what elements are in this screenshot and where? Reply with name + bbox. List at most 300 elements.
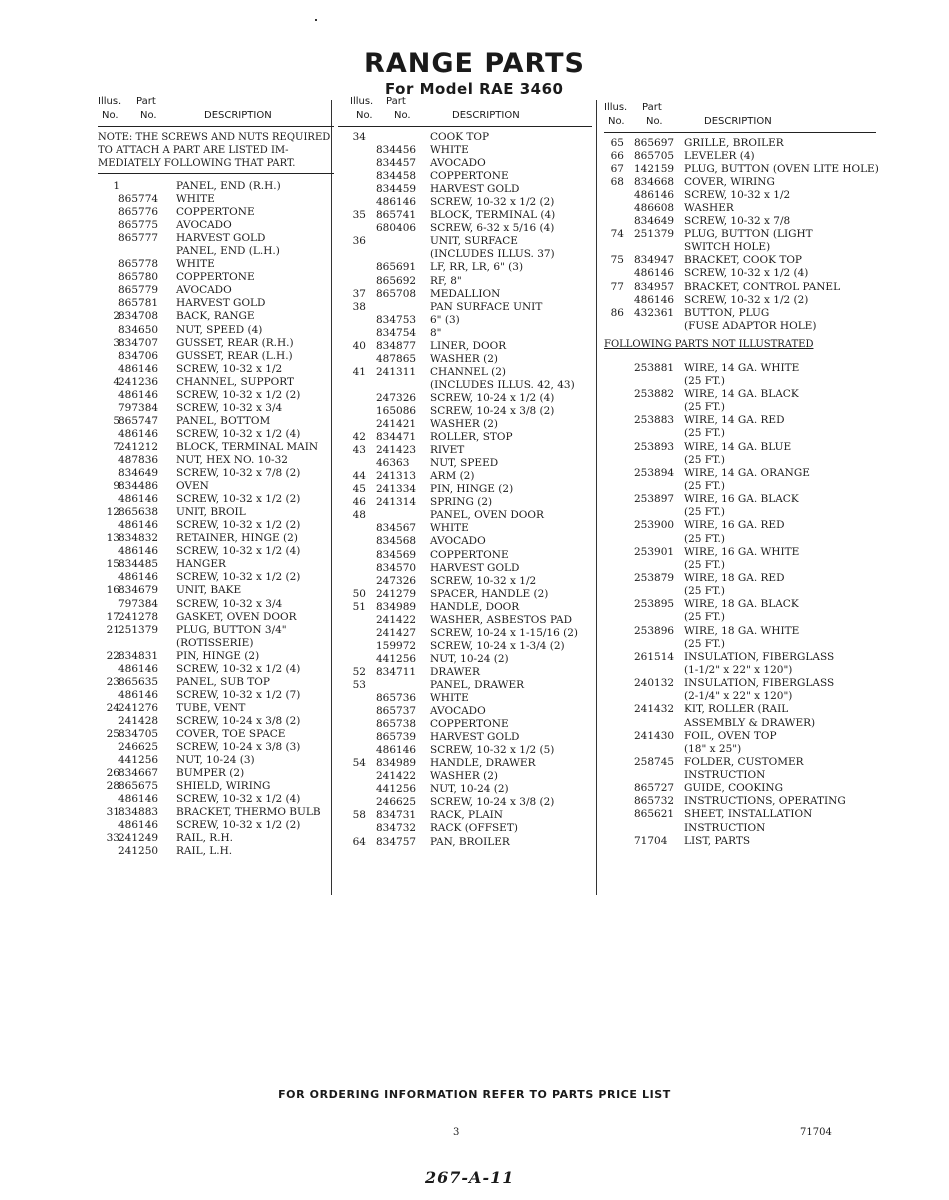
- part-row: [338, 770, 592, 783]
- description: GUSSET, REAR (R.H.): [176, 336, 294, 349]
- part-no: 486146: [376, 744, 417, 757]
- part-row: [98, 402, 334, 415]
- part-no: 247326: [376, 391, 417, 404]
- part-row: [338, 470, 592, 483]
- part-no: 865675: [118, 780, 159, 793]
- part-no: 241422: [376, 770, 417, 783]
- part-no: 253883: [634, 414, 675, 427]
- description: NUT, SPEED: [430, 457, 499, 470]
- part-row: [338, 653, 592, 666]
- part-row: [98, 611, 334, 624]
- description: PAN, BROILER: [430, 835, 510, 848]
- illus-no: 68: [610, 176, 624, 189]
- illus-no: 38: [352, 300, 366, 313]
- part-no: 251379: [118, 623, 159, 636]
- illus-no: 24: [106, 701, 120, 714]
- part-row: [98, 532, 334, 545]
- part-row: [98, 232, 334, 245]
- no-header: No.: [356, 110, 373, 121]
- part-no: 834649: [118, 467, 159, 480]
- illus-no: 65: [610, 137, 624, 149]
- part-row: [604, 137, 876, 150]
- description: SCREW, 10-24 x 3/8 (2): [430, 796, 555, 809]
- part-row: [98, 193, 334, 206]
- part-no: 486146: [376, 196, 417, 209]
- part-row: [338, 705, 592, 718]
- description: HARVEST GOLD: [430, 561, 520, 574]
- description: (1-1/2" x 22" x 120"): [684, 663, 793, 676]
- part-row: [604, 808, 876, 821]
- part-row: [338, 509, 592, 522]
- part-row: [604, 294, 876, 307]
- part-no: 834832: [118, 532, 159, 545]
- part-no: 241428: [118, 714, 159, 727]
- part-row: [604, 267, 876, 280]
- description: SCREW, 10-24 x 3/8 (2): [430, 404, 555, 417]
- description: WIRE, 14 GA. ORANGE: [684, 466, 810, 479]
- description: BRACKET, CONTROL PANEL: [684, 280, 841, 293]
- part-row: [98, 467, 334, 480]
- column-header-row-1: [98, 96, 334, 110]
- description: PLUG, BUTTON (OVEN LITE HOLE): [684, 163, 879, 176]
- description: PANEL, SUB TOP: [176, 675, 270, 688]
- description: BACK, RANGE: [176, 310, 255, 323]
- part-row: [98, 767, 334, 780]
- part-no-header: No.: [394, 110, 411, 121]
- part-no: 486146: [118, 662, 159, 675]
- part-no: 241313: [376, 470, 417, 483]
- part-row: [98, 206, 334, 219]
- part-row: [338, 549, 592, 562]
- part-row: [338, 379, 592, 392]
- part-no: 865778: [118, 258, 159, 271]
- part-no: 865635: [118, 675, 159, 688]
- description: COPPERTONE: [176, 206, 255, 219]
- description: (25 FT.): [684, 637, 725, 650]
- part-row: [338, 301, 592, 314]
- part-row: [338, 522, 592, 535]
- description: SCREW, 10-24 x 3/8 (2): [176, 714, 301, 727]
- part-row: [604, 150, 876, 163]
- description: BRACKET, THERMO BULB: [176, 806, 321, 819]
- part-row: [338, 666, 592, 679]
- part-row: [98, 571, 334, 584]
- part-row: [98, 310, 334, 323]
- description: PANEL, END (R.H.): [176, 180, 281, 192]
- part-no: 486146: [118, 571, 159, 584]
- part-row: [604, 480, 876, 493]
- description: WHITE: [176, 258, 215, 271]
- description-header: DESCRIPTION: [704, 116, 772, 127]
- parts-list: [98, 180, 334, 858]
- part-header: Part: [642, 102, 662, 113]
- description: WHITE: [430, 522, 469, 535]
- description: GUIDE, COOKING: [684, 782, 783, 795]
- description: WIRE, 16 GA. BLACK: [684, 493, 799, 506]
- part-row: [604, 241, 876, 254]
- description: (FUSE ADAPTOR HOLE): [684, 319, 817, 332]
- description: GASKET, OVEN DOOR: [176, 610, 297, 623]
- description: CHANNEL (2): [430, 365, 506, 378]
- part-no: 865747: [118, 414, 159, 427]
- part-no: 865638: [118, 506, 159, 519]
- part-row: [98, 363, 334, 376]
- part-row: [98, 819, 334, 832]
- part-no: 834649: [634, 215, 675, 228]
- part-row: [98, 845, 334, 858]
- part-no: 487865: [376, 352, 417, 365]
- description: (25 FT.): [684, 453, 725, 466]
- part-row: [338, 248, 592, 261]
- part-no: 241250: [118, 845, 159, 858]
- description: NUT, 10-24 (2): [430, 783, 509, 796]
- part-no: 486608: [634, 202, 675, 215]
- description: UNIT, BROIL: [176, 506, 246, 519]
- part-row: [604, 677, 876, 690]
- illus-no: 44: [352, 470, 366, 483]
- part-no: 865777: [118, 232, 159, 245]
- part-row: [338, 601, 592, 614]
- part-no: 865775: [118, 219, 159, 232]
- part-row: [604, 414, 876, 427]
- description: PLUG, BUTTON 3/4": [176, 623, 287, 636]
- part-no-header: No.: [646, 116, 663, 127]
- part-no: 240132: [634, 677, 675, 690]
- part-row: [338, 209, 592, 222]
- description: SCREW, 10-32 x 1/2: [430, 574, 537, 587]
- part-row: [98, 702, 334, 715]
- description: WIRE, 16 GA. RED: [684, 519, 785, 532]
- part-no: 241423: [376, 444, 417, 457]
- part-row: [604, 835, 876, 848]
- part-row: [338, 392, 592, 405]
- header-rule: [98, 126, 334, 127]
- part-no: 241427: [376, 626, 417, 639]
- part-no: 253897: [634, 493, 675, 506]
- part-row: [338, 327, 592, 340]
- description: SHIELD, WIRING: [176, 780, 271, 793]
- description: WIRE, 16 GA. WHITE: [684, 545, 800, 558]
- part-no: 253895: [634, 598, 675, 611]
- part-row: [98, 389, 334, 402]
- illus-no: 1: [113, 180, 120, 192]
- part-row: [604, 822, 876, 835]
- description: (25 FT.): [684, 506, 725, 519]
- description: SCREW, 10-32 x 1/2: [176, 362, 283, 375]
- part-row: [338, 444, 592, 457]
- part-no: 486146: [118, 427, 159, 440]
- description: PANEL, OVEN DOOR: [430, 509, 544, 522]
- description: SCREW, 10-32 x 1/2 (7): [176, 688, 301, 701]
- part-no: 46363: [376, 457, 410, 470]
- header-rule: [604, 132, 876, 133]
- description: SCREW, 10-32 x 1/2 (4): [684, 267, 809, 280]
- part-no: 251379: [634, 228, 675, 241]
- description: SCREW, 10-32 x 1/2 (4): [176, 793, 301, 806]
- illus-no: 48: [352, 509, 366, 522]
- illus-no: 5: [113, 414, 120, 427]
- description: INSTRUCTION: [684, 821, 766, 834]
- description: MEDALLION: [430, 287, 501, 300]
- part-row: [98, 441, 334, 454]
- part-row: [338, 340, 592, 353]
- part-row: [604, 651, 876, 664]
- description: SCREW, 10-24 x 1-15/16 (2): [430, 626, 578, 639]
- part-no: 834568: [376, 535, 417, 548]
- part-no: 834831: [118, 649, 159, 662]
- description: AVOCADO: [176, 219, 232, 232]
- description: PANEL, BOTTOM: [176, 414, 271, 427]
- part-row: [604, 228, 876, 241]
- part-row: [338, 288, 592, 301]
- description: COVER, WIRING: [684, 176, 775, 189]
- part-no: 834471: [376, 431, 417, 444]
- description: DRAWER: [430, 665, 480, 678]
- part-header: Part: [136, 96, 156, 107]
- part-row: [338, 353, 592, 366]
- part-row: [338, 822, 592, 835]
- description: (25 FT.): [684, 532, 725, 545]
- part-no: 834458: [376, 170, 417, 183]
- part-no: 834667: [118, 767, 159, 780]
- no-header: No.: [102, 110, 119, 121]
- description: ASSEMBLY & DRAWER): [684, 716, 816, 729]
- part-no: 241236: [118, 375, 159, 388]
- part-row: [604, 546, 876, 559]
- part-no: 486146: [118, 819, 159, 832]
- description: SCREW, 10-32 x 1/2 (4): [176, 545, 301, 558]
- illus-no: 58: [352, 809, 366, 822]
- part-no: 865692: [376, 274, 417, 287]
- illus-header: Illus.: [350, 96, 374, 107]
- part-row: [338, 131, 592, 144]
- description: SCREW, 10-32 x 1/2 (2): [176, 571, 301, 584]
- part-row: [604, 690, 876, 703]
- description: 6" (3): [430, 313, 460, 326]
- part-no: 834947: [634, 254, 675, 267]
- description: COPPERTONE: [430, 548, 509, 561]
- description-header: DESCRIPTION: [204, 110, 272, 121]
- part-row: [338, 405, 592, 418]
- illus-no: 86: [610, 306, 624, 319]
- part-no: 71704: [634, 834, 668, 847]
- part-no: 241311: [376, 365, 417, 378]
- description: HARVEST GOLD: [430, 183, 520, 196]
- illus-no: 25: [106, 727, 120, 740]
- description: WASHER, ASBESTOS PAD: [430, 613, 573, 626]
- description: AVOCADO: [430, 157, 486, 170]
- part-row: [338, 692, 592, 705]
- part-no: 253900: [634, 519, 675, 532]
- part-no: 865781: [118, 297, 159, 310]
- illus-no: 67: [610, 163, 624, 176]
- description: (INCLUDES ILLUS. 42, 43): [430, 378, 575, 391]
- description: WIRE, 14 GA. BLACK: [684, 387, 799, 400]
- part-row: [338, 457, 592, 470]
- description: WASHER: [684, 202, 734, 215]
- description: SCREW, 10-32 x 7/8 (2): [176, 467, 301, 480]
- not-illustrated-list: [604, 362, 876, 848]
- part-row: [98, 637, 334, 650]
- description: SCREW, 10-32 x 1/2: [684, 189, 791, 202]
- part-row: [338, 535, 592, 548]
- part-no: 834711: [376, 665, 417, 678]
- part-row: [98, 180, 334, 193]
- description: KIT, ROLLER (RAIL: [684, 703, 789, 716]
- illus-no: 37: [352, 287, 366, 300]
- description: WASHER (2): [430, 770, 498, 783]
- part-no: 241334: [376, 483, 417, 496]
- description: INSTRUCTION: [684, 769, 766, 782]
- part-row: [604, 427, 876, 440]
- illus-no: 46: [352, 496, 366, 509]
- description: LINER, DOOR: [430, 339, 507, 352]
- description: HANGER: [176, 558, 226, 571]
- not-illustrated-header: FOLLOWING PARTS NOT ILLUSTRATED: [604, 338, 814, 350]
- description: (25 FT.): [684, 479, 725, 492]
- illus-no: 45: [352, 483, 366, 496]
- description: RETAINER, HINGE (2): [176, 532, 298, 545]
- illus-no: 26: [106, 767, 120, 780]
- part-row: [338, 261, 592, 274]
- illus-no: 16: [106, 584, 120, 597]
- page-title: RANGE PARTS: [364, 48, 585, 79]
- part-no: 834486: [118, 480, 159, 493]
- illus-no: 54: [352, 757, 366, 770]
- part-no: 834569: [376, 548, 417, 561]
- part-row: [604, 598, 876, 611]
- part-row: [604, 202, 876, 215]
- description: HARVEST GOLD: [176, 232, 266, 245]
- illus-header: Illus.: [604, 102, 628, 113]
- part-no: 865621: [634, 808, 675, 821]
- part-no: 487836: [118, 453, 159, 466]
- description: BUTTON, PLUG: [684, 306, 770, 319]
- illus-no: 7: [113, 440, 120, 453]
- part-row: [98, 793, 334, 806]
- description: NUT, 10-24 (3): [176, 754, 255, 767]
- part-row: [338, 757, 592, 770]
- part-row: [338, 836, 592, 849]
- column-divider-2: [596, 100, 597, 895]
- part-no: 441256: [376, 783, 417, 796]
- part-no: 441256: [118, 754, 159, 767]
- part-no: 486146: [118, 793, 159, 806]
- part-row: [338, 418, 592, 431]
- column-header-row-1: [604, 102, 876, 116]
- illus-no: 35: [352, 209, 366, 222]
- part-row: [604, 493, 876, 506]
- description: ARM (2): [430, 470, 475, 483]
- part-row: [604, 401, 876, 414]
- description: PAN SURFACE UNIT: [430, 300, 543, 313]
- part-no: 834708: [118, 310, 159, 323]
- speck: [315, 19, 317, 21]
- description: SPACER, HANDLE (2): [430, 587, 549, 600]
- part-no: 865697: [634, 137, 675, 149]
- part-no: 241276: [118, 701, 159, 714]
- part-no: 241432: [634, 703, 675, 716]
- part-no: 834754: [376, 326, 417, 339]
- part-no: 834753: [376, 313, 417, 326]
- description: RACK, PLAIN: [430, 809, 503, 822]
- illus-no: 33: [106, 832, 120, 845]
- description: (25 FT.): [684, 374, 725, 387]
- description: (25 FT.): [684, 558, 725, 571]
- description: SCREW, 10-32 x 1/2 (2): [176, 519, 301, 532]
- part-row: [338, 588, 592, 601]
- illus-no: 40: [352, 339, 366, 352]
- description: FOLDER, CUSTOMER: [684, 755, 804, 768]
- description: GRILLE, BROILER: [684, 137, 784, 149]
- description: (25 FT.): [684, 427, 725, 440]
- part-no: 865780: [118, 271, 159, 284]
- part-row: [604, 782, 876, 795]
- illus-no: 64: [352, 835, 366, 848]
- illus-no: 2: [113, 310, 120, 323]
- part-row: [338, 275, 592, 288]
- part-no: 241278: [118, 610, 159, 623]
- part-row: [604, 769, 876, 782]
- part-no: 241314: [376, 496, 417, 509]
- part-no: 486146: [118, 362, 159, 375]
- description: BRACKET, COOK TOP: [684, 254, 802, 267]
- illus-no: 50: [352, 587, 366, 600]
- part-no: 865738: [376, 718, 417, 731]
- part-row: [98, 271, 334, 284]
- description: HARVEST GOLD: [176, 297, 266, 310]
- part-no: 165086: [376, 404, 417, 417]
- illus-no: 13: [106, 532, 120, 545]
- part-no: 834567: [376, 522, 417, 535]
- description: ROLLER, STOP: [430, 431, 513, 444]
- part-no: 159972: [376, 639, 417, 652]
- part-row: [604, 362, 876, 375]
- description: RF, 8": [430, 274, 462, 287]
- part-no: 834883: [118, 806, 159, 819]
- part-no: 834989: [376, 600, 417, 613]
- part-row: [604, 559, 876, 572]
- part-row: [98, 454, 334, 467]
- description: SCREW, 6-32 x 5/16 (4): [430, 222, 555, 235]
- illus-no: 28: [106, 780, 120, 793]
- description: WHITE: [430, 692, 469, 705]
- part-row: [98, 324, 334, 337]
- part-row: [338, 157, 592, 170]
- description: (INCLUDES ILLUS. 37): [430, 248, 555, 261]
- description: SCREW, 10-32 x 7/8: [684, 215, 791, 228]
- description: SCREW, 10-32 x 1/2 (4): [176, 427, 301, 440]
- description: (25 FT.): [684, 611, 725, 624]
- description: SCREW, 10-24 x 1-3/4 (2): [430, 639, 565, 652]
- part-no: 486146: [118, 545, 159, 558]
- description: 8": [430, 326, 442, 339]
- part-no: 253881: [634, 361, 675, 374]
- part-row: [604, 519, 876, 532]
- description: WIRE, 18 GA. WHITE: [684, 624, 800, 637]
- description: WIRE, 18 GA. RED: [684, 571, 785, 584]
- part-row: [604, 320, 876, 333]
- part-no: 247326: [376, 574, 417, 587]
- part-row: [98, 350, 334, 363]
- part-no: 246625: [376, 796, 417, 809]
- part-row: [98, 558, 334, 571]
- part-row: [604, 533, 876, 546]
- part-no: 253893: [634, 440, 675, 453]
- part-row: [98, 624, 334, 637]
- illus-no: 66: [610, 150, 624, 163]
- description: BLOCK, TERMINAL (4): [430, 209, 556, 222]
